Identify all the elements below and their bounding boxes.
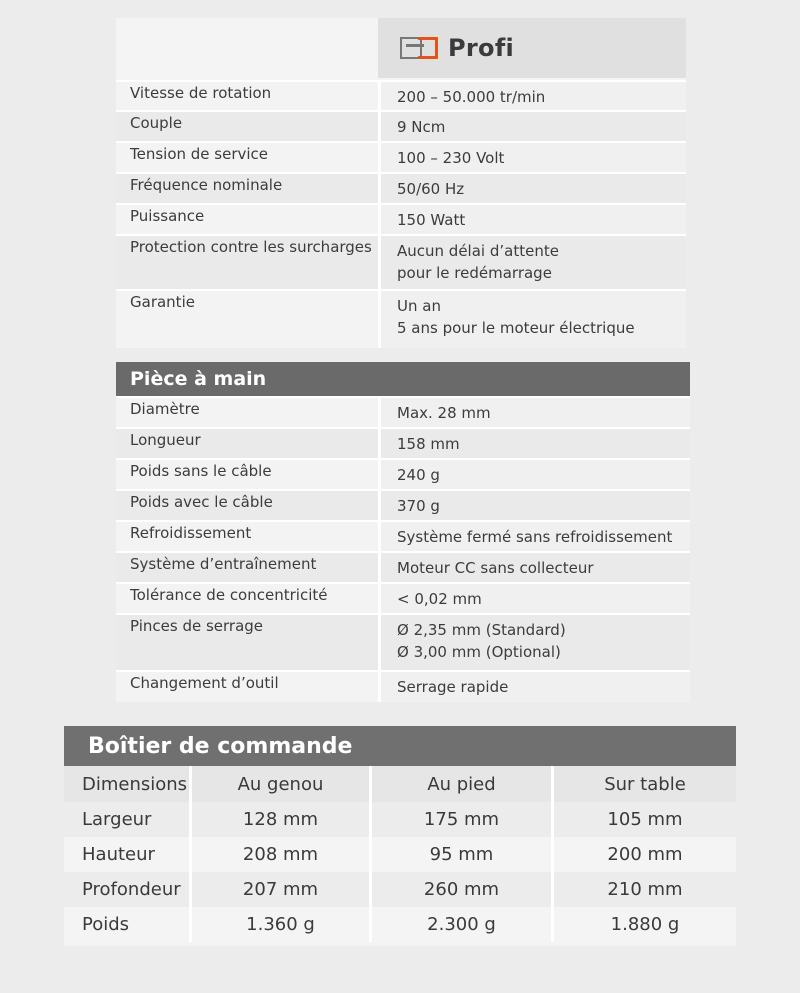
spec-value: 158 mm bbox=[378, 429, 690, 458]
table-row bbox=[64, 907, 736, 942]
spec-value: Système fermé sans refroidissement bbox=[378, 522, 690, 551]
spec-row bbox=[116, 582, 690, 613]
spec-label: Garantie bbox=[116, 291, 378, 348]
table-cell: 1.360 g bbox=[192, 907, 372, 942]
spec-label: Poids sans le câble bbox=[116, 460, 378, 489]
spec-label: Pinces de serrage bbox=[116, 615, 378, 670]
column-header: Sur table bbox=[604, 773, 686, 795]
spec-value: < 0,02 mm bbox=[378, 584, 690, 613]
spec-row bbox=[116, 427, 690, 458]
column-header: Dimensions bbox=[64, 766, 192, 802]
table-cell: 105 mm bbox=[607, 809, 683, 830]
row-label: Poids bbox=[64, 907, 192, 942]
table-cell: 2.300 g bbox=[372, 907, 554, 942]
spec-label: Protection contre les surcharges bbox=[116, 236, 378, 289]
specs-table bbox=[116, 18, 686, 348]
profi-logo bbox=[400, 34, 514, 62]
spec-label: Couple bbox=[116, 112, 378, 141]
spec-row bbox=[116, 613, 690, 670]
spec-row bbox=[116, 458, 690, 489]
spec-row bbox=[116, 670, 690, 702]
product-header bbox=[378, 18, 686, 78]
table-cell: 260 mm bbox=[372, 872, 554, 907]
spec-value: Max. 28 mm bbox=[378, 398, 690, 427]
spec-label: Puissance bbox=[116, 205, 378, 234]
table-cell: 208 mm bbox=[192, 837, 372, 872]
product-name: Profi bbox=[448, 34, 515, 62]
spec-row bbox=[116, 520, 690, 551]
spec-label: Système d’entraînement bbox=[116, 553, 378, 582]
handpiece-table bbox=[116, 362, 690, 702]
section-title: Boîtier de commande bbox=[64, 726, 736, 766]
spec-value: 50/60 Hz bbox=[378, 174, 686, 203]
table-cell: 200 mm bbox=[607, 844, 683, 865]
table-cell: 210 mm bbox=[607, 879, 683, 900]
table-cell: 128 mm bbox=[192, 802, 372, 837]
spec-label: Changement d’outil bbox=[116, 672, 378, 702]
spec-value: Serrage rapide bbox=[378, 672, 690, 702]
row-label: Hauteur bbox=[64, 837, 192, 872]
spec-value: Moteur CC sans collecteur bbox=[378, 553, 690, 582]
spec-value: 150 Watt bbox=[378, 205, 686, 234]
spec-label: Diamètre bbox=[116, 398, 378, 427]
table-header-row bbox=[64, 766, 736, 802]
spec-label: Fréquence nominale bbox=[116, 174, 378, 203]
spec-row bbox=[116, 396, 690, 427]
row-label: Profondeur bbox=[64, 872, 192, 907]
spec-row bbox=[116, 551, 690, 582]
table-row bbox=[64, 872, 736, 907]
table-cell: 95 mm bbox=[372, 837, 554, 872]
control-box-table bbox=[64, 726, 736, 946]
spec-label: Longueur bbox=[116, 429, 378, 458]
row-label: Largeur bbox=[64, 802, 192, 837]
spec-row bbox=[116, 203, 686, 234]
spec-value: Un an 5 ans pour le moteur électrique bbox=[378, 291, 686, 348]
spec-value: 9 Ncm bbox=[378, 112, 686, 141]
spec-value: 370 g bbox=[378, 491, 690, 520]
spec-label: Tension de service bbox=[116, 143, 378, 172]
spec-label: Tolérance de concentricité bbox=[116, 584, 378, 613]
column-header: Au pied bbox=[372, 766, 554, 802]
spec-label: Vitesse de rotation bbox=[116, 82, 378, 110]
brand-logo-icon bbox=[400, 35, 442, 61]
spec-row bbox=[116, 489, 690, 520]
table-row bbox=[64, 802, 736, 837]
spec-value: 200 – 50.000 tr/min bbox=[378, 82, 686, 110]
table-cell: 207 mm bbox=[192, 872, 372, 907]
dimensions-grid bbox=[64, 766, 736, 942]
spec-value: 240 g bbox=[378, 460, 690, 489]
spec-row bbox=[116, 80, 686, 110]
table-cell: 175 mm bbox=[372, 802, 554, 837]
spec-label: Poids avec le câble bbox=[116, 491, 378, 520]
spec-value: 100 – 230 Volt bbox=[378, 143, 686, 172]
table-row bbox=[64, 837, 736, 872]
spec-label: Refroidissement bbox=[116, 522, 378, 551]
spec-value: Ø 2,35 mm (Standard) Ø 3,00 mm (Optional) bbox=[378, 615, 690, 670]
spec-row bbox=[116, 289, 686, 348]
table-cell: 1.880 g bbox=[610, 914, 680, 935]
spec-row bbox=[116, 141, 686, 172]
column-header: Au genou bbox=[192, 766, 372, 802]
spec-row bbox=[116, 110, 686, 141]
spec-row bbox=[116, 234, 686, 289]
spec-value: Aucun délai d’attente pour le redémarrage bbox=[378, 236, 686, 289]
section-title: Pièce à main bbox=[116, 362, 690, 396]
spec-row bbox=[116, 172, 686, 203]
